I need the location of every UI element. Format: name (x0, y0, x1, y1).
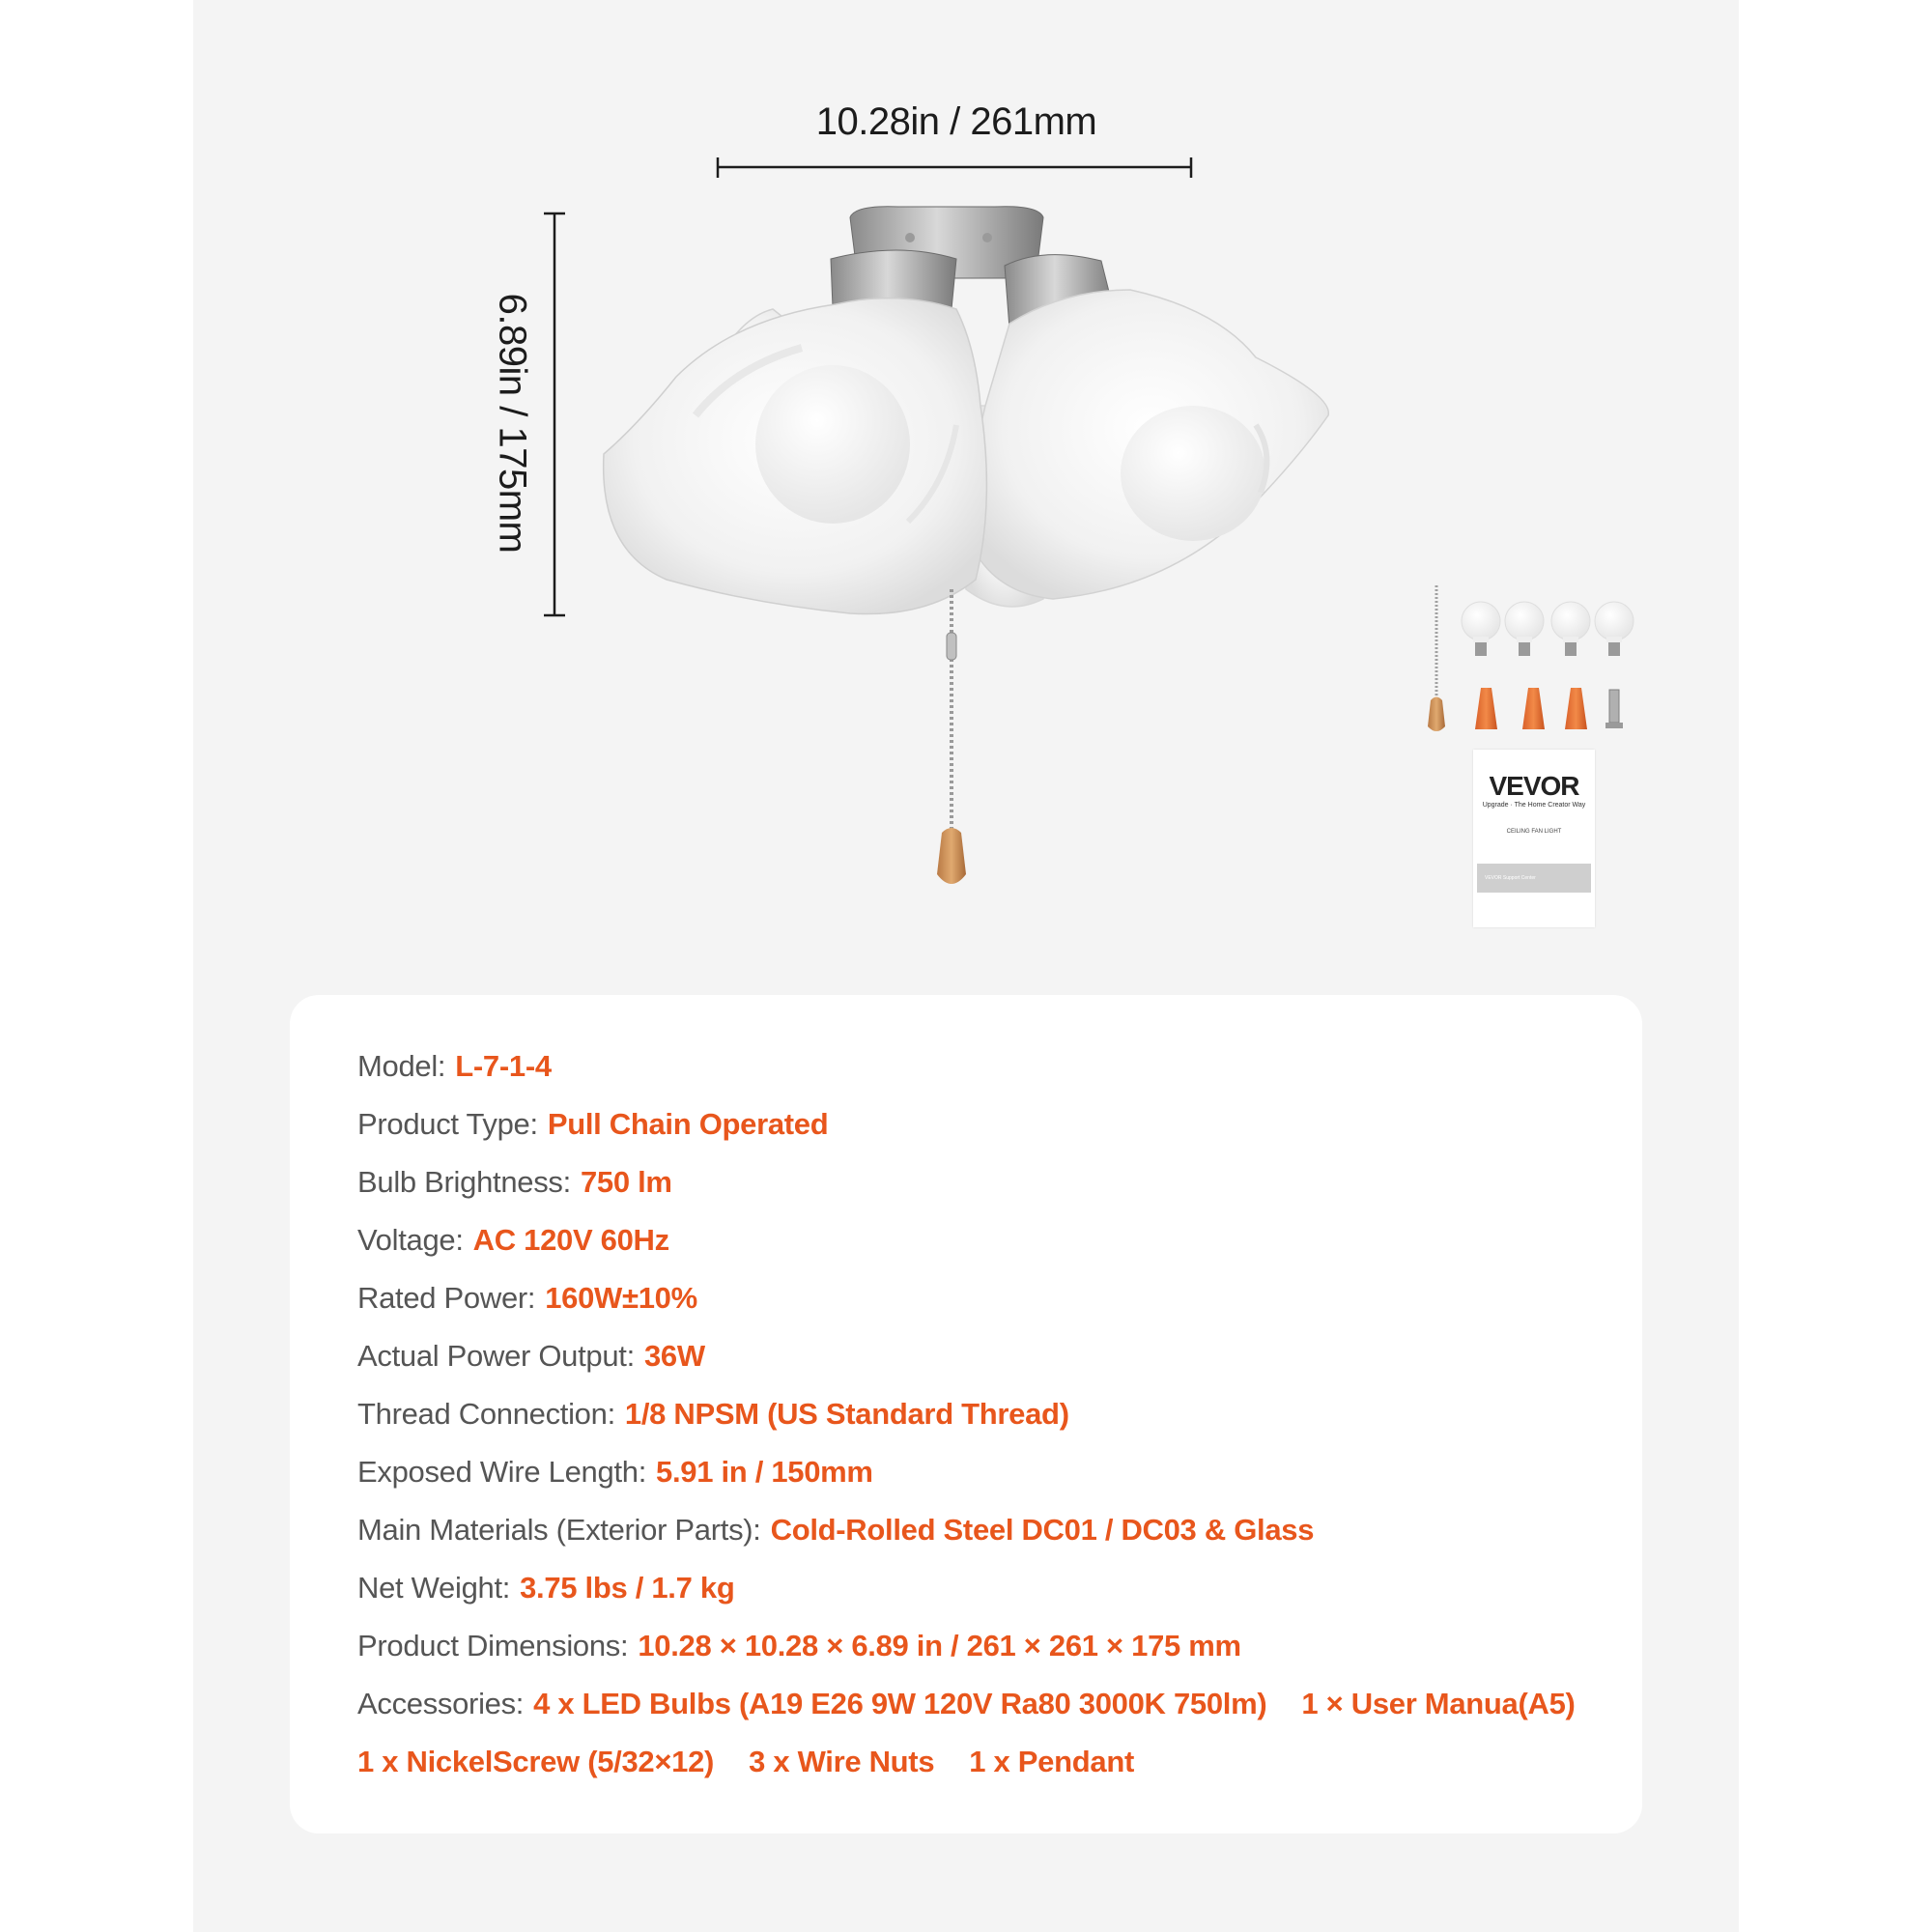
spec-row-model (357, 1047, 552, 1086)
spec-value: 5.91 in / 150mm (656, 1455, 873, 1489)
spec-label: Accessories: (357, 1687, 525, 1720)
spec-value: 750 lm (580, 1165, 672, 1199)
spec-label: Model: (357, 1049, 446, 1083)
spec-row-voltage (357, 1221, 669, 1260)
spec-row-actual-power (357, 1337, 705, 1376)
accessory-item: 3 x Wire Nuts (749, 1745, 935, 1778)
manual-support-strip: VEVOR Support Center (1477, 864, 1591, 893)
spec-label: Product Type: (357, 1107, 538, 1141)
height-dimension-label: 6.89in / 175mm (491, 293, 534, 554)
spec-row-thread-connection (357, 1395, 1069, 1434)
spec-row-bulb-brightness (357, 1163, 672, 1202)
accessory-item: 1 × User Manua(A5) (1301, 1687, 1576, 1720)
nickel-screw (1605, 690, 1623, 728)
spec-value: 160W±10% (545, 1281, 697, 1315)
manual-tagline: Upgrade · The Home Creator Way (1482, 802, 1586, 809)
spec-label: Main Materials (Exterior Parts): (357, 1513, 761, 1547)
accessory-item: 4 x LED Bulbs (A19 E26 9W 120V Ra80 3000K 750lm) (533, 1687, 1267, 1720)
spec-value: Pull Chain Operated (547, 1107, 829, 1141)
ceiling-fan-light-kit (604, 207, 1329, 884)
spec-label: Thread Connection: (357, 1397, 615, 1431)
height-dimension-line (544, 213, 565, 615)
spec-row-wire-length (357, 1453, 873, 1492)
wire-nuts (1475, 688, 1587, 729)
width-dimension-line (718, 157, 1191, 178)
spec-row-accessories (357, 1685, 1576, 1723)
spec-value: 3.75 lbs / 1.7 kg (520, 1571, 735, 1605)
spec-value: L-7-1-4 (455, 1049, 552, 1083)
spec-row-product-type (357, 1105, 828, 1144)
spec-row-dimensions (357, 1627, 1241, 1665)
spec-card (290, 995, 1642, 1833)
accessories-illustration (1428, 585, 1634, 731)
spec-value: AC 120V 60Hz (472, 1223, 669, 1257)
vevor-logo: VEVOR (1489, 771, 1579, 801)
spec-label: Rated Power: (357, 1281, 536, 1315)
spec-value: 10.28 × 10.28 × 6.89 in / 261 × 261 × 175 mm (638, 1629, 1241, 1662)
spec-value: 1/8 NPSM (US Standard Thread) (624, 1397, 1069, 1431)
spec-label: Exposed Wire Length: (357, 1455, 647, 1489)
spec-label: Voltage: (357, 1223, 464, 1257)
spec-row-accessories-cont (357, 1743, 1169, 1781)
spec-label: Product Dimensions: (357, 1629, 629, 1662)
user-manual (1473, 750, 1595, 927)
spec-row-materials (357, 1511, 1314, 1549)
spec-row-rated-power (357, 1279, 697, 1318)
led-bulbs (1462, 602, 1634, 656)
accessory-item: 1 x NickelScrew (5/32×12) (357, 1745, 715, 1778)
spec-label: Net Weight: (357, 1571, 511, 1605)
manual-product-name: CEILING FAN LIGHT (1506, 829, 1562, 835)
width-dimension-label: 10.28in / 261mm (815, 100, 1097, 143)
spec-value: Cold-Rolled Steel DC01 / DC03 & Glass (770, 1513, 1315, 1547)
spec-label: Actual Power Output: (357, 1339, 635, 1373)
spec-value: 36W (643, 1339, 705, 1373)
spec-row-net-weight (357, 1569, 734, 1607)
accessory-item: 1 x Pendant (969, 1745, 1134, 1778)
spec-label: Bulb Brightness: (357, 1165, 571, 1199)
